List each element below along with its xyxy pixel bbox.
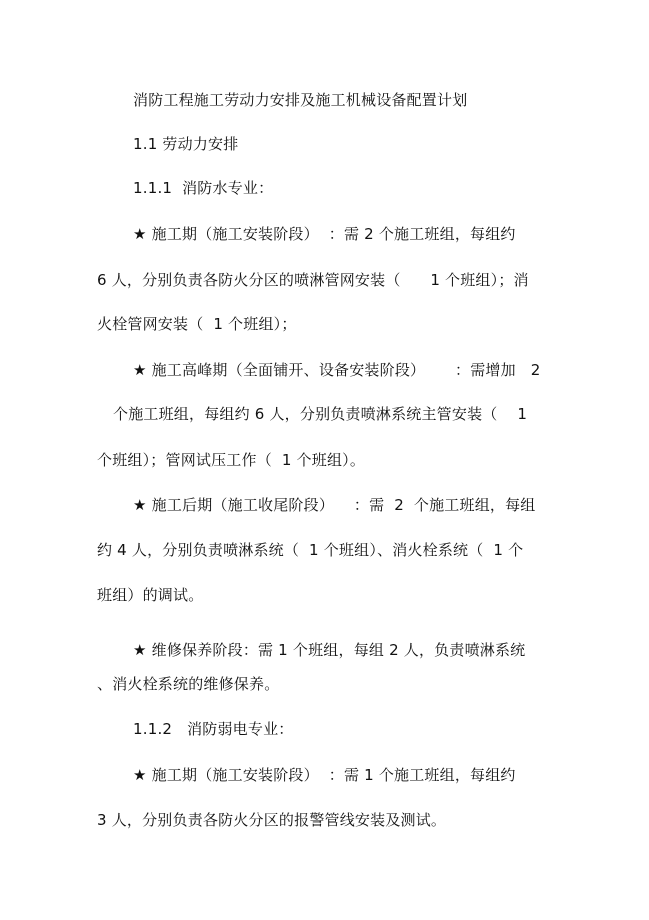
paragraph-line: ★ 施工期（施工安装阶段） ：需 1 个施工班组，每组约 [133,766,516,784]
paragraph-line: ★ 维修保养阶段：需 1 个班组，每组 2 人，负责喷淋系统 [133,641,526,659]
paragraph-line: 火栓管网安装（ 1 个班组）； [97,315,297,333]
paragraph-line: 个施工班组，每组约 6 人，分别负责喷淋系统主管安装（ 1 [113,405,528,423]
paragraph-line: 6 人，分别负责各防火分区的喷淋管网安装（ 1 个班组）；消 [97,271,529,289]
subsection-heading: 1.1.2 消防弱电专业： [133,720,294,738]
paragraph-line: 个班组）；管网试压工作（ 1 个班组）。 [97,451,366,469]
paragraph-line: 3 人，分别负责各防火分区的报警管线安装及测试。 [97,811,447,829]
section-heading: 1.1 劳动力安排 [133,135,239,153]
paragraph-line: ★ 施工期（施工安装阶段） ：需 2 个施工班组，每组约 [133,225,516,243]
subsection-heading: 1.1.1 消防水专业： [133,179,274,197]
paragraph-line: 班组）的调试。 [97,586,204,604]
paragraph-line: 约 4 人，分别负责喷淋系统（ 1 个班组）、消火栓系统（ 1 个 [97,541,524,559]
paragraph-line: 、消火栓系统的维修保养。 [97,675,280,693]
paragraph-line: ★ 施工高峰期（全面铺开、设备安装阶段） ：需增加 2 [133,361,541,379]
paragraph-line: ★ 施工后期（施工收尾阶段） ：需 2 个施工班组，每组 [133,496,536,514]
document-title: 消防工程施工劳动力安排及施工机械设备配置计划 [133,91,468,109]
